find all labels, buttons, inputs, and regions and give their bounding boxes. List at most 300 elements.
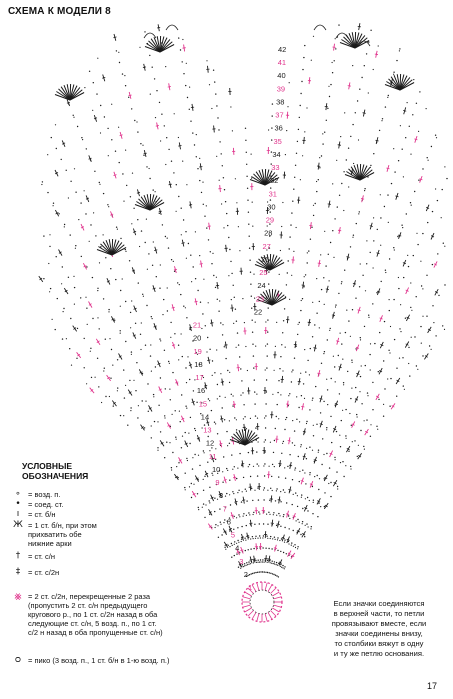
chain-dot xyxy=(212,253,213,254)
chain-dot xyxy=(156,90,157,91)
chain-dot xyxy=(204,216,205,217)
row-number: 14 xyxy=(200,412,210,422)
chain-dot xyxy=(50,288,51,289)
chain-dot xyxy=(120,290,121,291)
chain-dot xyxy=(281,538,282,539)
chain-dot xyxy=(277,537,278,538)
chain-dot xyxy=(248,564,249,565)
chain-dot xyxy=(436,137,437,138)
chain-dot xyxy=(283,514,284,515)
chain-dot xyxy=(285,154,286,155)
chain-dot xyxy=(312,486,313,487)
chain-dot xyxy=(277,550,278,551)
chain-dot xyxy=(310,348,311,349)
chain-dot xyxy=(201,192,202,193)
chain-dot xyxy=(313,435,314,436)
chain-dot xyxy=(146,166,147,167)
chain-dot xyxy=(368,41,369,42)
chain-dot xyxy=(152,67,153,68)
chain-dot xyxy=(402,357,403,358)
stitch-crossbar xyxy=(157,27,160,28)
chain-dot xyxy=(333,257,334,258)
chain-dot xyxy=(296,153,297,154)
chain-dot xyxy=(351,425,352,426)
chain-dot xyxy=(338,355,339,356)
chain-dot xyxy=(352,237,353,238)
stitch-crossbar xyxy=(113,37,116,38)
chain-dot xyxy=(234,555,235,556)
chain-dot xyxy=(192,457,193,458)
chain-dot xyxy=(346,159,347,160)
chain-dot xyxy=(255,536,256,537)
chain-dot xyxy=(300,310,301,311)
chain-dot xyxy=(183,219,184,220)
chain-dot xyxy=(295,467,296,468)
chain-dot xyxy=(41,184,42,185)
stitch-crossbar xyxy=(314,348,317,349)
chain-dot xyxy=(214,422,215,423)
chain-dot xyxy=(189,443,190,444)
chain-dot xyxy=(304,349,305,350)
chain-dot xyxy=(318,450,319,451)
chain-dot xyxy=(176,439,177,440)
stitch-crossbar xyxy=(240,550,243,551)
chain-dot xyxy=(306,421,307,422)
stitch-crossbar xyxy=(358,26,361,27)
chain-dot xyxy=(185,231,186,232)
chain-dot xyxy=(174,271,175,272)
chain-dot xyxy=(216,105,217,106)
chain-dot xyxy=(255,346,256,347)
chain-dot xyxy=(271,548,272,549)
chain-dot xyxy=(99,262,100,263)
chain-dot xyxy=(245,550,246,551)
chain-dot xyxy=(152,265,153,266)
chain-dot xyxy=(276,416,277,417)
chain-dot xyxy=(217,117,218,118)
chain-dot xyxy=(310,239,311,240)
chain-dot xyxy=(295,165,296,166)
stitch-crossbar xyxy=(144,153,147,154)
chain-dot xyxy=(428,160,429,161)
stitch-crossbar xyxy=(328,204,331,205)
chain-dot xyxy=(276,490,277,491)
chain-dot xyxy=(363,446,364,447)
chain-dot xyxy=(313,425,314,426)
chain-dot xyxy=(49,291,50,292)
chain-dot xyxy=(265,548,266,549)
chain-dot xyxy=(296,227,297,228)
chain-dot xyxy=(237,468,238,469)
chain-dot xyxy=(334,457,335,458)
chain-dot xyxy=(215,423,216,424)
chain-dot xyxy=(191,281,192,282)
chain-dot xyxy=(295,492,296,493)
chain-dot xyxy=(288,395,289,396)
stitch-crossbar xyxy=(377,291,380,292)
chain-dot xyxy=(229,443,230,444)
chain-dot xyxy=(366,53,367,54)
chain-dot xyxy=(229,249,230,250)
chain-dot xyxy=(223,456,224,457)
chain-dot xyxy=(264,451,265,452)
chain-dot xyxy=(226,493,227,494)
chain-dot xyxy=(113,405,114,406)
chain-dot xyxy=(87,324,88,325)
chain-dot xyxy=(373,69,374,70)
chain-dot xyxy=(402,149,403,150)
chain-dot xyxy=(86,383,87,384)
stitch-crossbar xyxy=(376,140,379,141)
chain-dot xyxy=(227,445,228,446)
chain-dot xyxy=(195,430,196,431)
chain-dot xyxy=(107,128,108,129)
chain-dot xyxy=(263,535,264,536)
row-number: 15 xyxy=(198,399,208,409)
chain-dot xyxy=(274,563,275,564)
chain-dot xyxy=(208,302,209,303)
chain-dot xyxy=(251,154,252,155)
stitch-crossbar xyxy=(183,48,186,49)
chain-dot xyxy=(186,63,187,64)
row-number: 4 xyxy=(235,543,240,553)
chain-dot xyxy=(74,168,75,169)
chain-dot xyxy=(246,500,247,501)
stitch-crossbar xyxy=(403,263,406,264)
stitch-crossbar xyxy=(370,226,373,227)
chain-dot xyxy=(134,120,135,121)
stitch-crossbar xyxy=(132,270,135,271)
stitch-crossbar xyxy=(189,365,192,366)
stitch-crossbar xyxy=(332,315,335,316)
chain-dot xyxy=(245,140,246,141)
chain-dot xyxy=(388,95,389,96)
chain-dot xyxy=(293,530,294,531)
chain-dot xyxy=(397,236,398,237)
chain-dot xyxy=(117,387,118,388)
chain-dot xyxy=(322,438,323,439)
stitch-crossbar xyxy=(153,288,156,289)
chain-dot xyxy=(204,476,205,477)
chain-dot xyxy=(252,536,253,537)
chain-dot xyxy=(232,491,233,492)
chain-dot xyxy=(420,326,421,327)
chain-dot xyxy=(175,437,176,438)
row-numbers xyxy=(193,45,286,592)
chain-dot xyxy=(146,219,147,220)
chart-dots xyxy=(41,24,447,577)
chain-dot xyxy=(348,186,349,187)
chain-dot xyxy=(319,478,320,479)
chain-dot xyxy=(140,143,141,144)
chain-dot xyxy=(174,333,175,334)
chain-dot xyxy=(164,415,165,416)
chain-dot xyxy=(217,299,218,300)
chain-dot xyxy=(101,402,102,403)
chain-dot xyxy=(177,282,178,283)
chain-dot xyxy=(342,461,343,462)
chain-dot xyxy=(138,282,139,283)
row-number: 34 xyxy=(272,150,281,159)
chain-dot xyxy=(131,300,132,301)
chain-dot xyxy=(149,55,150,56)
chain-dot xyxy=(284,308,285,309)
chain-dot xyxy=(254,572,255,573)
chain-dot xyxy=(280,491,281,492)
chain-dot xyxy=(283,552,284,553)
chain-dot xyxy=(258,465,259,466)
chain-dot xyxy=(300,93,301,94)
chain-dot xyxy=(89,241,90,242)
chain-dot xyxy=(211,263,212,264)
chain-dot xyxy=(157,450,158,451)
chain-dot xyxy=(150,344,151,345)
chain-dot xyxy=(111,139,112,140)
chain-dot xyxy=(387,194,388,195)
picot-arc xyxy=(166,25,178,30)
chain-dot xyxy=(125,385,126,386)
chain-dot xyxy=(131,354,132,355)
chain-dot xyxy=(194,428,195,429)
row-number: 9 xyxy=(215,478,220,487)
chain-dot xyxy=(90,348,91,349)
chain-dot xyxy=(307,497,308,498)
chain-dot xyxy=(206,227,207,228)
chain-dot xyxy=(216,349,217,350)
chain-dot xyxy=(120,330,121,331)
chain-dot xyxy=(292,442,293,443)
chain-dot xyxy=(433,322,434,323)
chain-dot xyxy=(332,230,333,231)
chain-dot xyxy=(189,486,190,487)
chain-dot xyxy=(282,370,283,371)
stitch-crossbar xyxy=(206,422,209,423)
chain-dot xyxy=(422,168,423,169)
chain-dot xyxy=(183,73,184,74)
chain-dot xyxy=(341,420,342,421)
row-number: 20 xyxy=(193,333,202,343)
chain-dot xyxy=(273,512,274,513)
chain-dot xyxy=(359,211,360,212)
chain-dot xyxy=(260,559,261,560)
chain-dot xyxy=(238,344,239,345)
stitch-crossbar xyxy=(89,158,92,159)
stitch-crossbar xyxy=(154,250,157,251)
chain-dot xyxy=(367,392,368,393)
chain-dot xyxy=(251,308,252,309)
chain-dot xyxy=(338,293,339,294)
row-number: 40 xyxy=(277,71,286,81)
chain-dot xyxy=(304,131,305,132)
chain-dot xyxy=(194,144,195,145)
chain-dot xyxy=(278,380,279,381)
chain-dot xyxy=(198,507,199,508)
center-stitch xyxy=(271,588,277,594)
chain-dot xyxy=(252,226,253,227)
stitch-crossbar xyxy=(154,326,157,327)
chain-dot xyxy=(291,545,292,546)
chain-dot xyxy=(282,332,283,333)
chain-dot xyxy=(125,301,126,302)
chain-dot xyxy=(243,418,244,419)
chain-dot xyxy=(130,312,131,313)
chain-dot xyxy=(209,502,210,503)
chain-dot xyxy=(257,572,258,573)
chain-dot xyxy=(214,498,215,499)
chain-dot xyxy=(284,492,285,493)
chain-dot xyxy=(372,409,373,410)
chain-dot xyxy=(96,93,97,94)
chain-dot xyxy=(237,540,238,541)
chain-dot xyxy=(162,314,163,315)
chain-dot xyxy=(185,307,186,308)
chain-dot xyxy=(129,380,130,381)
stitch-crossbar xyxy=(246,536,249,537)
chain-dot xyxy=(208,398,209,399)
stitch-crossbar xyxy=(233,477,236,478)
chain-dot xyxy=(288,543,289,544)
chain-dot xyxy=(235,178,236,179)
chain-dot xyxy=(393,72,394,73)
chain-dot xyxy=(446,178,447,179)
stitch-crossbar xyxy=(414,139,417,140)
row-number: 28 xyxy=(264,228,273,238)
chain-dot xyxy=(225,358,226,359)
chain-dot xyxy=(402,227,403,228)
chain-dot xyxy=(264,475,265,476)
chain-dot xyxy=(186,458,187,459)
chain-dot xyxy=(283,516,284,517)
chain-dot xyxy=(367,395,368,396)
chain-dot xyxy=(236,429,237,430)
chain-dot xyxy=(253,466,254,467)
chain-dot xyxy=(249,260,250,261)
chain-dot xyxy=(230,261,231,262)
chain-dot xyxy=(160,431,161,432)
chain-dot xyxy=(263,489,264,490)
chain-dot xyxy=(136,121,137,122)
chain-dot xyxy=(154,78,155,79)
chain-dot xyxy=(343,210,344,211)
stitch-crossbar xyxy=(320,399,323,400)
chain-dot xyxy=(335,38,336,39)
chain-dot xyxy=(220,322,221,323)
chain-dot xyxy=(205,325,206,326)
chain-dot xyxy=(432,211,433,212)
chain-dot xyxy=(299,481,300,482)
chain-dot xyxy=(187,356,188,357)
chain-dot xyxy=(235,309,236,310)
chain-dot xyxy=(360,339,361,340)
chain-dot xyxy=(379,332,380,333)
chain-dot xyxy=(311,60,312,61)
chain-dot xyxy=(262,561,263,562)
row-number: 1 xyxy=(248,583,253,592)
chain-dot xyxy=(148,253,149,254)
chain-dot xyxy=(352,65,353,66)
chain-dot xyxy=(292,201,293,202)
chain-dot xyxy=(251,178,252,179)
chain-dot xyxy=(145,345,146,346)
chain-dot xyxy=(76,358,77,359)
chain-dot xyxy=(330,328,331,329)
legend-title: УСЛОВНЫЕ ОБОЗНАЧЕНИЯ xyxy=(22,461,89,481)
chain-dot xyxy=(197,493,198,494)
chain-dot xyxy=(229,546,230,547)
chain-dot xyxy=(192,468,193,469)
chain-dot xyxy=(258,499,259,500)
chain-dot xyxy=(289,393,290,394)
chain-dot xyxy=(343,476,344,477)
chain-dot xyxy=(250,272,251,273)
stitch-crossbar xyxy=(314,460,317,461)
chain-dot xyxy=(220,524,221,525)
stitch-crossbar xyxy=(194,301,197,302)
stitch-crossbar xyxy=(224,480,227,481)
chain-dot xyxy=(265,345,266,346)
chain-dot xyxy=(260,571,261,572)
chain-dot xyxy=(429,345,430,346)
chain-dot xyxy=(364,65,365,66)
chain-dot xyxy=(179,411,180,412)
chain-dot xyxy=(389,258,390,259)
row-number: 36 xyxy=(274,123,283,133)
chain-dot xyxy=(169,363,170,364)
center-stitch xyxy=(243,597,251,599)
chain-dot xyxy=(110,378,111,379)
chain-dot xyxy=(91,377,92,378)
chain-dot xyxy=(257,487,258,488)
chain-dot xyxy=(280,564,281,565)
chain-dot xyxy=(160,340,161,341)
chain-dot xyxy=(148,411,149,412)
chain-dot xyxy=(282,567,283,568)
chain-dot xyxy=(399,48,400,49)
chain-dot xyxy=(294,358,295,359)
chain-dot xyxy=(352,362,353,363)
chain-dot xyxy=(294,445,295,446)
stitch-crossbar xyxy=(242,500,245,501)
chain-dot xyxy=(320,506,321,507)
chain-dot xyxy=(283,441,284,442)
chain-dot xyxy=(246,565,247,566)
chain-dot xyxy=(97,317,98,318)
chain-dot xyxy=(360,376,361,377)
row-number: 39 xyxy=(276,84,286,94)
chain-dot xyxy=(130,327,131,328)
chain-dot xyxy=(190,255,191,256)
chain-dot xyxy=(271,139,272,140)
chain-dot xyxy=(400,125,401,126)
chain-dot xyxy=(245,346,246,347)
chain-dot xyxy=(399,328,400,329)
row-number: 3 xyxy=(239,556,244,566)
chain-dot xyxy=(108,155,109,156)
chain-dot xyxy=(338,24,339,25)
chain-dot xyxy=(289,236,290,237)
chain-dot xyxy=(263,465,264,466)
chain-dot xyxy=(199,180,200,181)
chain-dot xyxy=(313,205,314,206)
chain-dot xyxy=(435,135,436,136)
chain-dot xyxy=(413,79,414,80)
chain-dot xyxy=(364,326,365,327)
stitch-crossbar xyxy=(181,418,184,419)
chain-dot xyxy=(241,526,242,527)
chain-dot xyxy=(129,260,130,261)
chain-dot xyxy=(225,549,226,550)
chain-dot xyxy=(116,227,117,228)
